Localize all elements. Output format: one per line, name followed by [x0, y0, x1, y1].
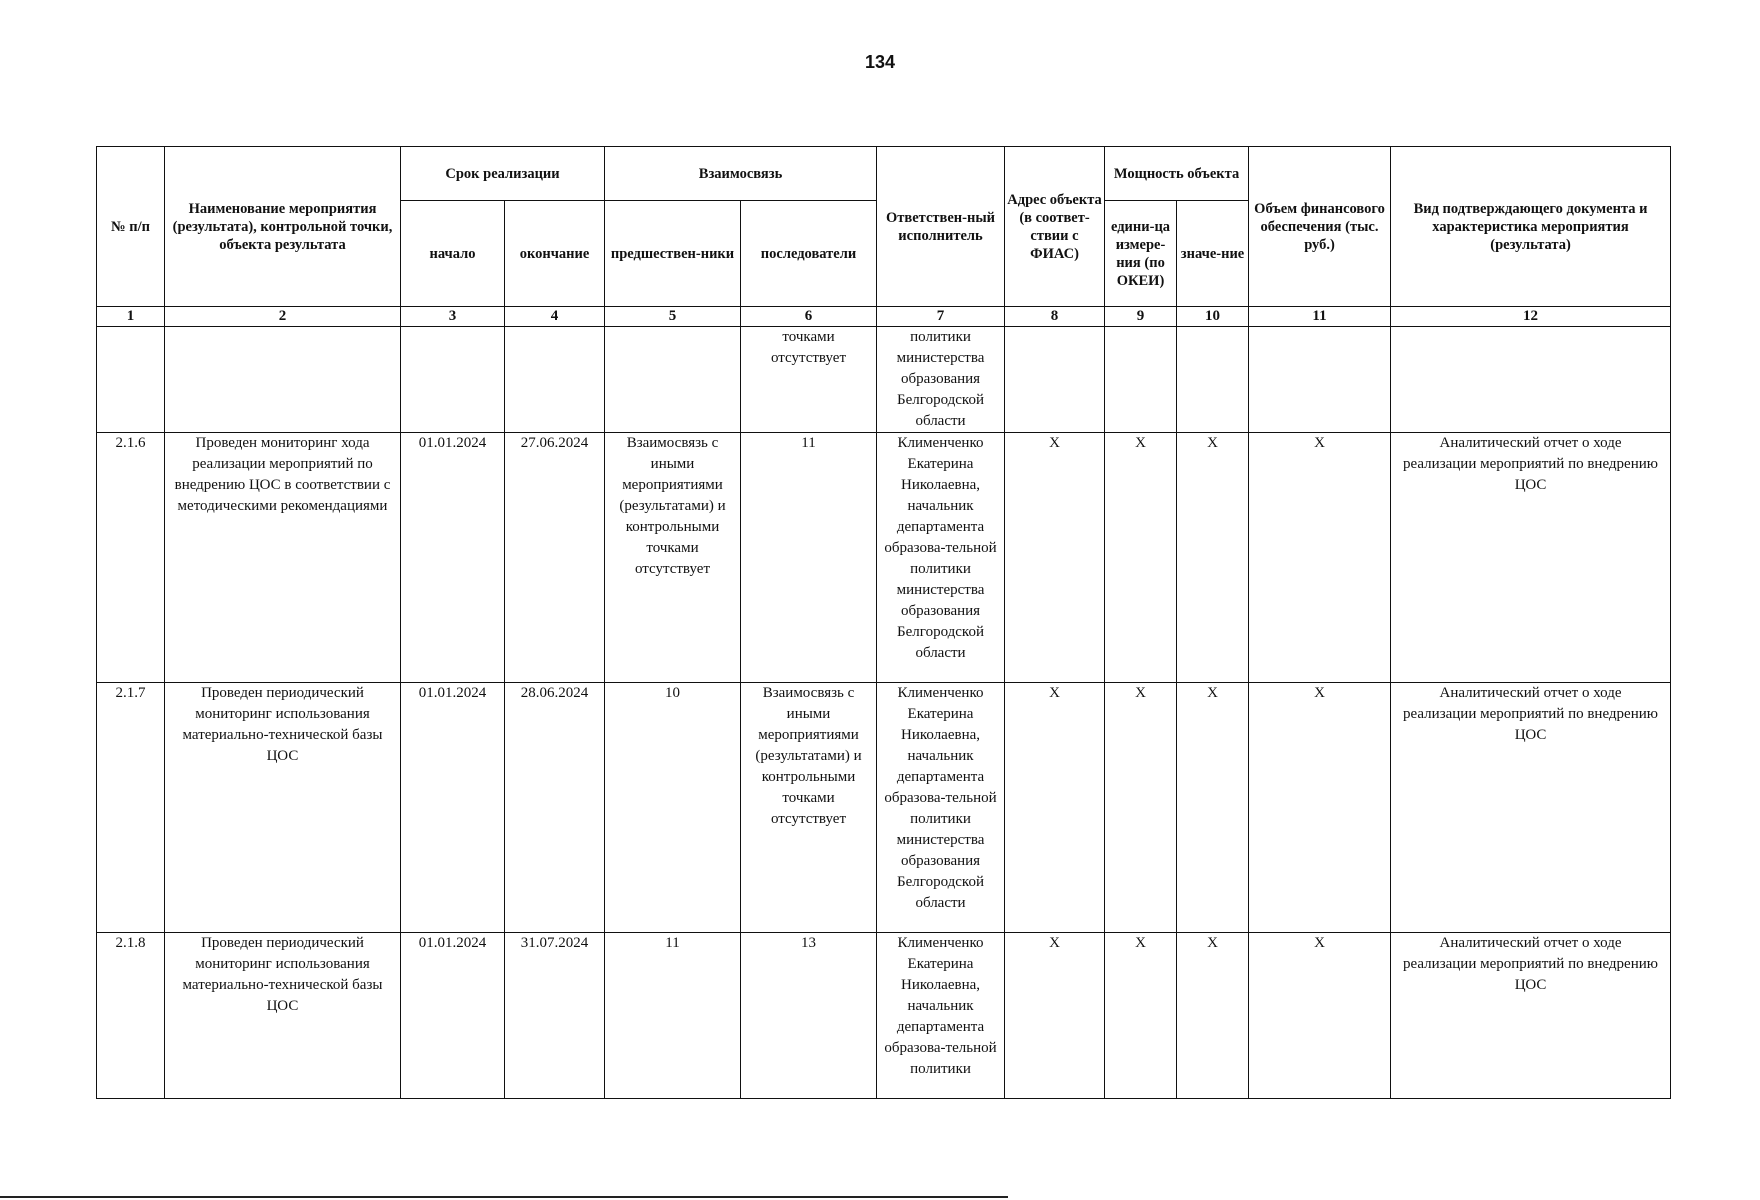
row-doc: Аналитический отчет о ходе реализации мероприятий по внедрению ЦОС — [1391, 683, 1671, 933]
row-address: X — [1005, 933, 1105, 1099]
row-value: X — [1177, 683, 1249, 933]
row-end — [505, 327, 605, 433]
row-unit — [1105, 327, 1177, 433]
row-name: Проведен периодический мониторинг использования материально-технической базы ЦОС — [165, 683, 401, 933]
row-address: X — [1005, 433, 1105, 683]
row-num: 2.1.6 — [97, 433, 165, 683]
row-doc: Аналитический отчет о ходе реализации мероприятий по внедрению ЦОС — [1391, 433, 1671, 683]
row-doc — [1391, 327, 1671, 433]
table-row — [97, 683, 1671, 933]
page-number: 134 — [864, 52, 896, 72]
row-finance: X — [1249, 683, 1391, 933]
row-finance: X — [1249, 433, 1391, 683]
row-responsible: Клименченко Екатерина Николаевна, начальник департамента образова-тельной политики министерства образования Белгородской области — [877, 433, 1005, 683]
row-value — [1177, 327, 1249, 433]
row-num: 2.1.8 — [97, 933, 165, 1099]
header-name: Наименование мероприятия (результата), контрольной точки, объекта результата — [165, 147, 401, 307]
header-capacity-group: Мощность объекта — [1105, 147, 1249, 201]
header-num: № п/п — [97, 147, 165, 307]
header-term-group: Срок реализации — [401, 147, 605, 201]
header-end: окончание — [505, 201, 605, 307]
column-number: 10 — [1177, 307, 1249, 327]
column-numbers-row — [97, 307, 1671, 327]
row-unit: X — [1105, 433, 1177, 683]
column-number: 11 — [1249, 307, 1391, 327]
row-successors: точками отсутствует — [741, 327, 877, 433]
column-number: 8 — [1005, 307, 1105, 327]
row-end: 28.06.2024 — [505, 683, 605, 933]
row-num — [97, 327, 165, 433]
row-start: 01.01.2024 — [401, 933, 505, 1099]
header-finance: Объем финансового обеспечения (тыс. руб.) — [1249, 147, 1391, 307]
row-successors: 13 — [741, 933, 877, 1099]
footer-rule — [0, 1196, 1008, 1198]
header-successors: последователи — [741, 201, 877, 307]
row-num: 2.1.7 — [97, 683, 165, 933]
header-predecessors: предшествен-ники — [605, 201, 741, 307]
column-number: 5 — [605, 307, 741, 327]
column-number: 7 — [877, 307, 1005, 327]
row-successors: Взаимосвязь с иными мероприятиями (результатами) и контрольными точками отсутствует — [741, 683, 877, 933]
row-value: X — [1177, 433, 1249, 683]
table-row — [97, 433, 1671, 683]
column-number: 2 — [165, 307, 401, 327]
row-start: 01.01.2024 — [401, 683, 505, 933]
header-responsible: Ответствен-ный исполнитель — [877, 147, 1005, 307]
row-end: 31.07.2024 — [505, 933, 605, 1099]
row-predecessors — [605, 327, 741, 433]
row-finance — [1249, 327, 1391, 433]
column-number: 6 — [741, 307, 877, 327]
row-doc: Аналитический отчет о ходе реализации мероприятий по внедрению ЦОС — [1391, 933, 1671, 1099]
header-start: начало — [401, 201, 505, 307]
header-doc-type: Вид подтверждающего документа и характеристика мероприятия (результата) — [1391, 147, 1671, 307]
row-predecessors: 10 — [605, 683, 741, 933]
row-predecessors: 11 — [605, 933, 741, 1099]
column-number: 1 — [97, 307, 165, 327]
header-link-group: Взаимосвязь — [605, 147, 877, 201]
row-name: Проведен периодический мониторинг использования материально-технической базы ЦОС — [165, 933, 401, 1099]
row-finance: X — [1249, 933, 1391, 1099]
row-start — [401, 327, 505, 433]
row-start: 01.01.2024 — [401, 433, 505, 683]
column-number: 12 — [1391, 307, 1671, 327]
row-name — [165, 327, 401, 433]
row-predecessors: Взаимосвязь с иными мероприятиями (результатами) и контрольными точками отсутствует — [605, 433, 741, 683]
table-row — [97, 933, 1671, 1099]
row-successors: 11 — [741, 433, 877, 683]
row-unit: X — [1105, 683, 1177, 933]
row-address: X — [1005, 683, 1105, 933]
table-row — [97, 327, 1671, 433]
header-unit: едини-ца измере-ния (по ОКЕИ) — [1105, 201, 1177, 307]
row-responsible: Клименченко Екатерина Николаевна, начальник департамента образова-тельной политики — [877, 933, 1005, 1099]
row-address — [1005, 327, 1105, 433]
row-name: Проведен мониторинг хода реализации мероприятий по внедрению ЦОС в соответствии с методическими рекомендациями — [165, 433, 401, 683]
row-responsible: Клименченко Екатерина Николаевна, начальник департамента образова-тельной политики министерства образования Белгородской области — [877, 683, 1005, 933]
header-value: значе-ние — [1177, 201, 1249, 307]
row-unit: X — [1105, 933, 1177, 1099]
column-number: 9 — [1105, 307, 1177, 327]
row-responsible: политики министерства образования Белгородской области — [877, 327, 1005, 433]
header-address: Адрес объекта (в соответ-ствии с ФИАС) — [1005, 147, 1105, 307]
column-number: 4 — [505, 307, 605, 327]
row-end: 27.06.2024 — [505, 433, 605, 683]
row-value: X — [1177, 933, 1249, 1099]
events-table — [96, 146, 1671, 1099]
column-number: 3 — [401, 307, 505, 327]
